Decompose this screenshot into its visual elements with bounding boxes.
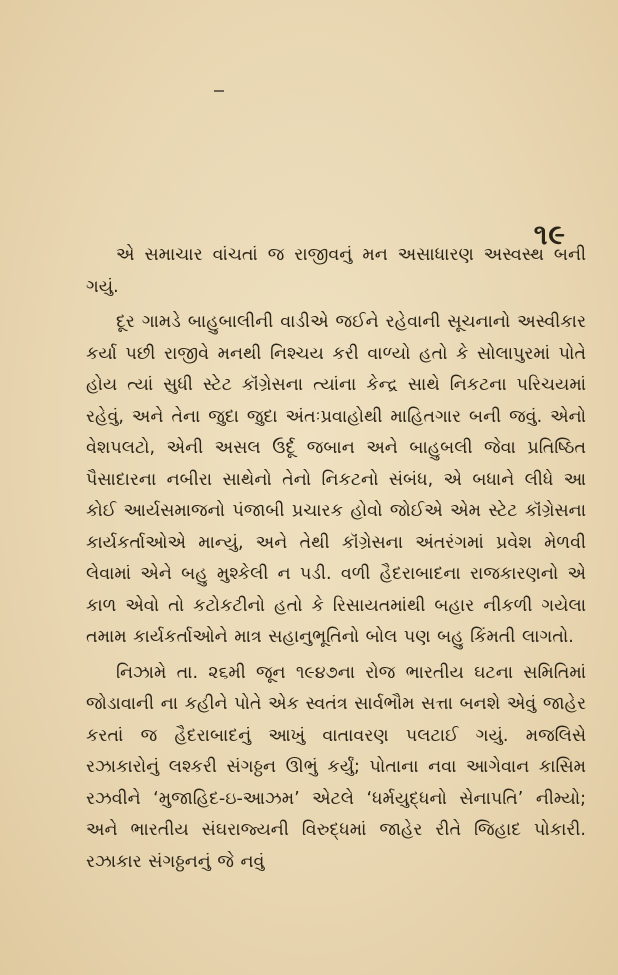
page-number: ૧૯: [533, 218, 566, 251]
top-dash-mark: [214, 90, 224, 92]
body-text: [86, 240, 586, 882]
paragraph-3: નિઝામે તા. ૨૬મી જૂન ૧૯૪૭ના રોજ ભારતીય ઘટના સમિતિમાં જોડાવાની ના કહીને પોતે એક સ્વતંત્ર સાર્વભૌમ સત્તા બનશે એવું જાહેર કરતાં જ હૈદરાબાદનું આખું વાતાવરણ પલટાઈ ગયું. મજલિસે રઝાકારોનું લશ્કરી સંગઠ્ઠન ઊભું કર્યું; પોતાના નવા આગેવાન કાસિમ રઝવીને ‘મુજાહિદ-ઇ-આઝમ’ એટલે ‘ધર્મયુદ્ધનો સેનાપતિ’ નીમ્યો; અને ભારતીય સંઘરાજ્યની વિરુદ્ધમાં જાહેર રીતે જિહાદ પોકારી. રઝાકાર સંગઠ્ઠનનું જે નવું: [86, 662, 586, 872]
paragraph-2: દૂર ગામડે બાહુબાલીની વાડીએ જઈને રહેવાની સૂચનાનો અસ્વીકાર કર્યા પછી રાજીવે મનથી નિશ્ચય કરી વાળ્યો હતો કે સોલાપુરમાં પોતે હોય ત્યાં સુધી સ્ટેટ કૉંગ્રેસના ત્યાંના કેન્દ્ર સાથે નિકટના પરિચયમાં રહેવું, અને તેના જુદા જુદા અંતઃપ્રવાહોથી માહિતગાર બની જવું. એનો વેશપલટો, એની અસલ ઉર્દૂ જબાન અને બાહુબલી જેવા પ્રતિષ્ઠિત પૈસાદારના નબીરા સાથેનો તેનો નિકટનો સંબંધ, એ બધાને લીધે આ કોઈ આર્યસમાજનો પંજાબી પ્રચારક હોવો જોઈએ એમ સ્ટેટ કૉંગ્રેસના કાર્યકર્તાઓએ માન્યું, અને તેથી કૉંગ્રેસના અંતરંગમાં પ્રવેશ મેળવી લેવામાં એને બહુ મુશ્કેલી ન પડી. વળી હૈદરાબાદના રાજકારણનો એ કાળ એવો તો કટોકટીનો હતો કે રિસાયતમાંથી બહાર નીકળી ગયેલા તમામ કાર્યકર્તાઓને માત્ર સહાનુભૂતિનો બોલ પણ બહુ કિંમતી લાગતો.: [86, 312, 586, 647]
paragraph-1: એ સમાચાર વાંચતાં જ રાજીવનું મન અસાધારણ અસ્વસ્થ બની ગયું.: [86, 245, 586, 297]
